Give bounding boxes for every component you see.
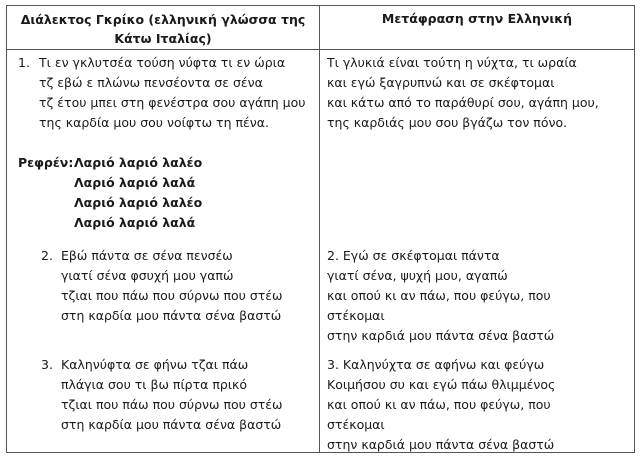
verse3-line: στη καρδία μου πάντα σένα βαστώ [61, 417, 282, 432]
translation3-line: Κοιμήσου συ και εγώ πάω θλιμμένος [327, 377, 556, 392]
verse2-number: 2. [41, 248, 53, 263]
verse3-number: 3. [41, 357, 53, 372]
verse3-line: Καληνύφτα σε φήνω τζαι πάω [61, 357, 249, 372]
verse3-line: πλάγια σου τι βω πίρτα πρικό [61, 377, 248, 392]
translation1-line: και κάτω από το παράθυρί σου, αγάπη μου, [327, 95, 599, 110]
translation2-line: στέκομαι [327, 308, 385, 323]
header-dialect [7, 6, 320, 50]
verse2-line: γιατί σένα φσυχή μου γαπώ [61, 268, 234, 283]
refrain-line: Λαριό λαριό λαλά [74, 175, 196, 190]
translation2-line: 2. Εγώ σε σκέφτομαι πάντα [327, 248, 500, 263]
refrain-label: Ρεφρέν: [18, 155, 74, 170]
translation1-line: Τι γλυκιά είναι τούτη η νύχτα, τι ωραία [327, 55, 577, 70]
translation1-line: και εγώ ξαγρυπνώ και σε σκέφτομαι [327, 75, 555, 90]
header-dialect-line2: Κάτω Ιταλίας) [114, 31, 212, 46]
verse1-line: της καρδία μου σου νοίφτω τη πένα. [39, 115, 269, 130]
translation3-line: 3. Καληνύχτα σε αφήνω και φεύγω [327, 357, 545, 372]
song-table [6, 5, 635, 453]
dialect-cell [7, 50, 320, 453]
header-row [7, 6, 635, 50]
verse1-line: Τι εν γκλυτσέα τούση νύφτα τι εν ώρια [39, 55, 286, 70]
translation1-line: της καρδιάς μου σου βγάζω τον πόνο. [327, 115, 568, 130]
verse1-line: τζ εβώ ε πλώνω πενσέοντα σε σένα [39, 75, 263, 90]
verse2-line: Εβώ πάντα σε σένα πενσέω [61, 248, 233, 263]
content-row [7, 50, 635, 453]
header-dialect-line1: Διάλεκτος Γκρίκο (ελληνική γλώσσα της [20, 12, 306, 27]
refrain-line: Λαριό λαριό λαλά [74, 215, 196, 230]
translation2-line: στην καρδιά μου πάντα σένα βαστώ [327, 328, 555, 343]
translation2-line: γιατί σένα, ψυχή μου, αγαπώ [327, 268, 508, 283]
translation-cell [320, 50, 635, 453]
verse1-number: 1. [18, 55, 30, 70]
header-translation-text: Μετάφραση στην Ελληνική [381, 11, 573, 26]
refrain-line: Λαριό λαριό λαλέο [74, 155, 203, 170]
verse3-line: τζιαι που πάω που σύρνω που στέω [61, 397, 283, 412]
verse1-line: τζ έτου μπει στη φενέστρα σου αγάπη μου [39, 95, 306, 110]
header-translation [320, 6, 635, 50]
translation3-line: στην καρδιά μου πάντα σένα βαστώ [327, 437, 555, 452]
verse2-line: τζιαι που πάω που σύρνω που στέω [61, 288, 283, 303]
refrain-line: Λαριό λαριό λαλέο [74, 195, 203, 210]
translation3-line: στέκομαι [327, 417, 385, 432]
verse2-line: στη καρδία μου πάντα σένα βαστώ [61, 308, 282, 323]
translation2-line: και οπού κι αν πάω, που φεύγω, που [327, 288, 551, 303]
translation3-line: και οπού κι αν πάω, που φεύγω, που [327, 397, 551, 412]
